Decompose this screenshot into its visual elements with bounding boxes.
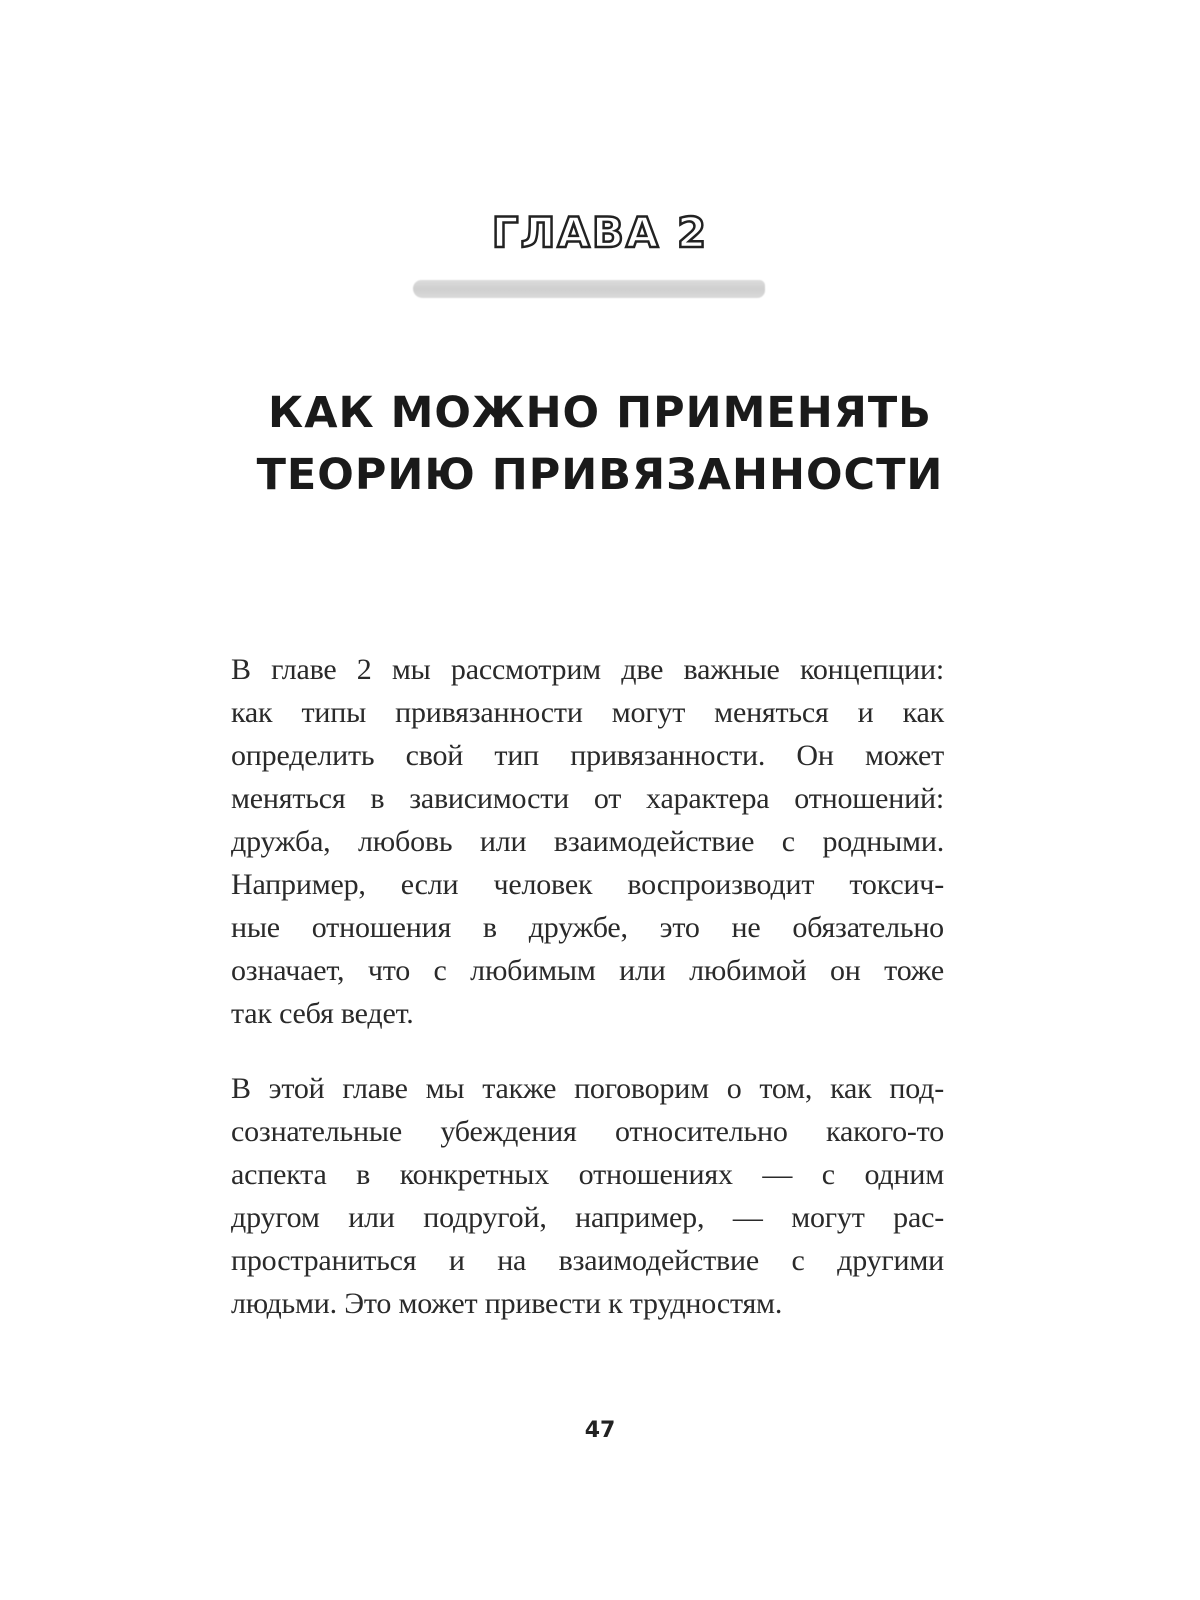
- paragraph-1: [231, 648, 944, 1035]
- text-line: аспекта в конкретных отношениях — с одним: [231, 1158, 944, 1191]
- page-number: 47: [584, 1418, 616, 1443]
- title-line: КАК МОЖНО ПРИМЕНЯТЬ: [268, 388, 932, 438]
- text-line: другом или подругой, например, — могут рас-: [231, 1201, 944, 1234]
- text-line: В этой главе мы также поговорим о том, как под-: [231, 1072, 944, 1105]
- text-line: ные отношения в дружбе, это не обязательно: [231, 911, 944, 944]
- text-line: Например, если человек воспроизводит токсич-: [231, 868, 944, 901]
- paragraph-2: [231, 1067, 944, 1325]
- brush-stroke-divider: [413, 280, 765, 298]
- chapter-title: [0, 382, 1200, 506]
- text-line: так себя ведет.: [231, 997, 414, 1030]
- text-line: дружба, любовь или взаимодействие с родными.: [231, 825, 944, 858]
- text-line: людьми. Это может привести к трудностям.: [231, 1287, 783, 1320]
- text-line: меняться в зависимости от характера отношений:: [231, 782, 944, 815]
- text-line: означает, что с любимым или любимой он тоже: [231, 954, 944, 987]
- title-line: ТЕОРИЮ ПРИВЯЗАННОСТИ: [256, 450, 944, 500]
- text-line: как типы привязанности могут меняться и как: [231, 696, 944, 729]
- text-line: пространиться и на взаимодействие с другими: [231, 1244, 944, 1277]
- text-line: определить свой тип привязанности. Он может: [231, 739, 944, 772]
- chapter-label: ГЛАВА 2: [491, 208, 709, 257]
- text-line: сознательные убеждения относительно какого-то: [231, 1115, 944, 1148]
- text-line: В главе 2 мы рассмотрим две важные концепции:: [231, 653, 944, 686]
